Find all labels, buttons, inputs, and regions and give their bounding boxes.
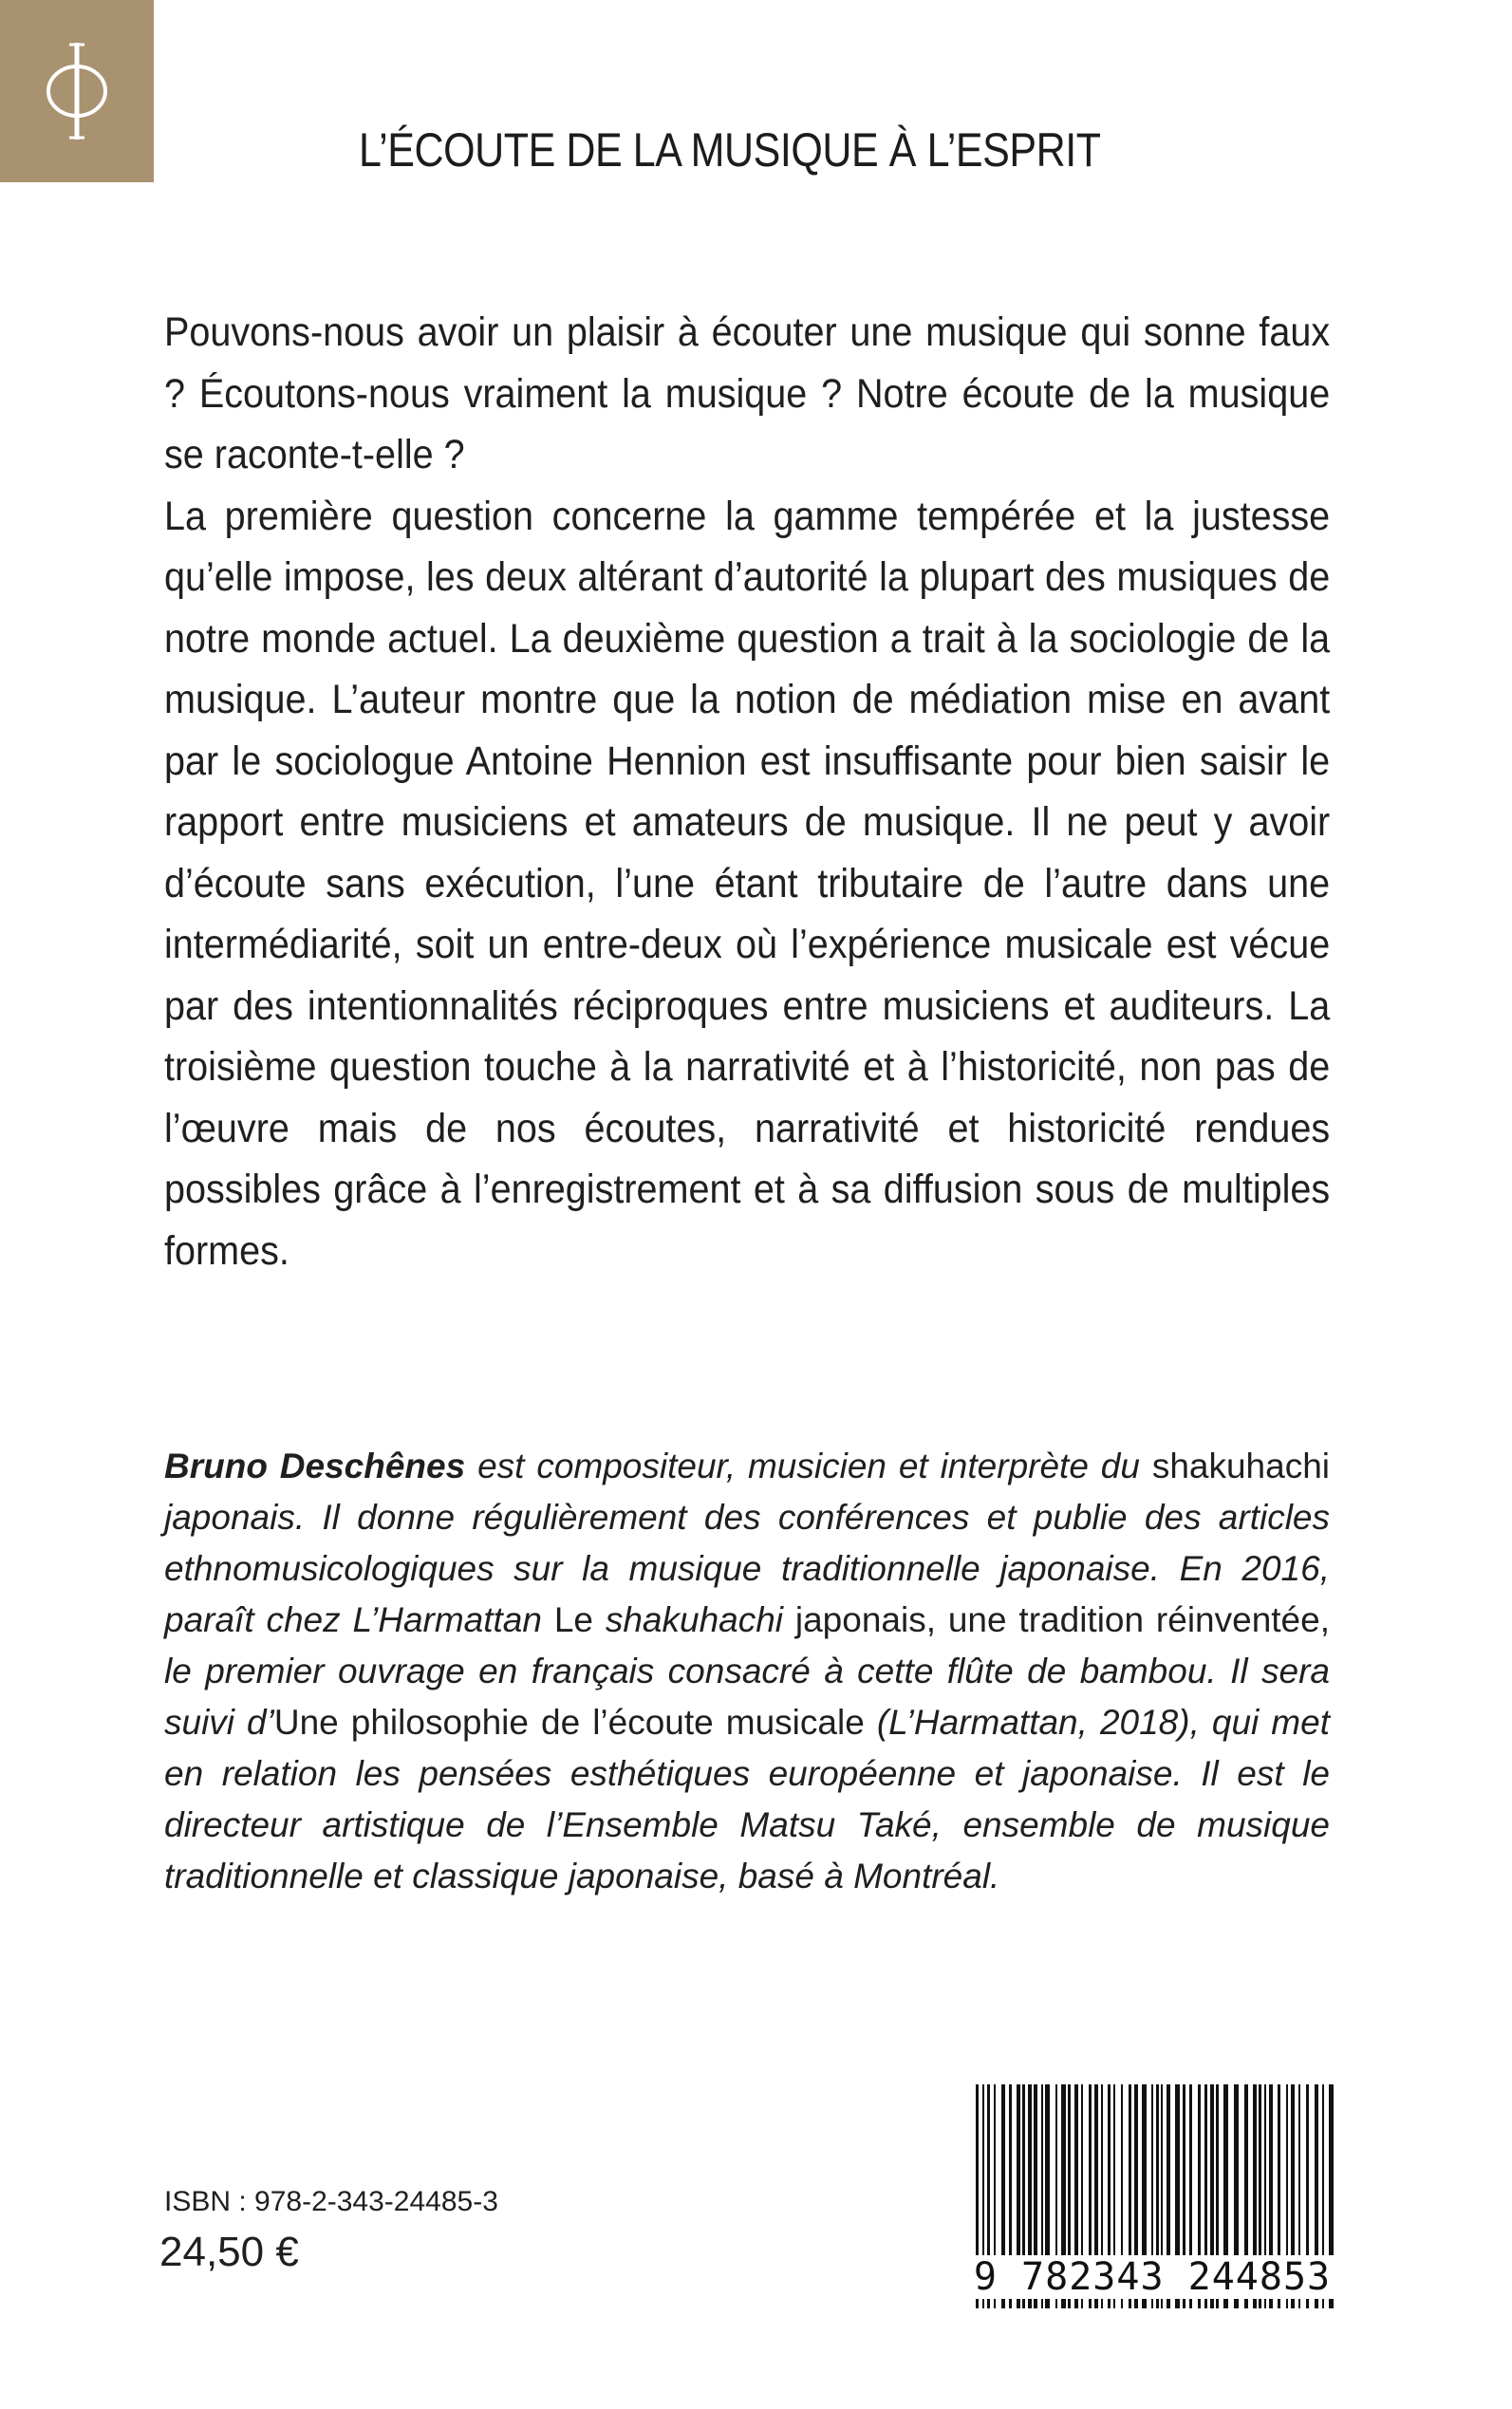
bio-text-3: japonais. Il donne régulièrement des conférences et publie des articles ethnomusicologiques sur la musique traditionnelle japonaise. En 2016, paraît chez L’Harmattan: [164, 1498, 1330, 1639]
bio-text-1: est compositeur, musicien et interprète du: [465, 1447, 1140, 1485]
bio-text-9: (L’Harmattan, 2018), qui met en relation les pensées esthétiques européenne et japonaise. Il est le directeur artistique de l’Ensemble Matsu Také, ensemble de musique traditionnelle et classique japonaise, basé à Montréal.: [164, 1703, 1330, 1895]
isbn-label: ISBN : 978-2-343-24485-3: [164, 2186, 498, 2217]
author-name: Bruno Deschênes: [164, 1447, 466, 1485]
book-summary: [164, 302, 1330, 1281]
bio-text-5: shakuhachi: [605, 1600, 784, 1639]
publisher-logo: [0, 0, 154, 182]
summary-paragraph-2: La première question concerne la gamme tempérée et la justesse qu’elle impose, les deux altérant d’autorité la plupart des musiques de notre monde actuel. La deuxième question a trait à la sociologie de la musique. L’auteur montre que la notion de médiation mise en avant par le sociologue Antoine Hennion est insuffisante pour bien saisir le rapport entre musiciens et amateurs de musique. Il ne peut y avoir d’écoute sans exécution, l’une étant tributaire de l’autre dans une intermédiarité, soit un entre-deux où l’expérience musicale est vécue par des intentionnalités réciproques entre musiciens et auditeurs. La troisième question touche à la narrativité et à l’historicité, non pas de l’œuvre mais de nos écoutes, narrativité et historicité rendues possibles grâce à l’enregistrement et à sa diffusion sous de multiples formes.: [164, 493, 1331, 1274]
price-label: 24,50 €: [159, 2229, 299, 2275]
bio-text-7: le premier ouvrage en français consacré à cette flûte de bambou. Il sera suivi d’: [164, 1652, 1330, 1742]
bio-text-8: Une philosophie de l’écoute musicale: [273, 1703, 877, 1742]
barcode-digits: 9 782343 244853: [970, 2255, 1335, 2299]
summary-paragraph-1: Pouvons-nous avoir un plaisir à écouter une musique qui sonne faux ? Écoutons-nous vraiment la musique ? Notre écoute de la musique se raconte-t-elle ?: [164, 309, 1331, 477]
bio-text-4: Le: [541, 1600, 606, 1639]
bio-text-6: japonais, une tradition réinventée,: [783, 1600, 1330, 1639]
book-title: L’ÉCOUTE DE LA MUSIQUE À L’ESPRIT: [359, 123, 1101, 177]
author-bio: [164, 1441, 1330, 1902]
bio-text-2: shakuhachi: [1139, 1447, 1331, 1485]
phi-logo-icon: [40, 39, 114, 143]
